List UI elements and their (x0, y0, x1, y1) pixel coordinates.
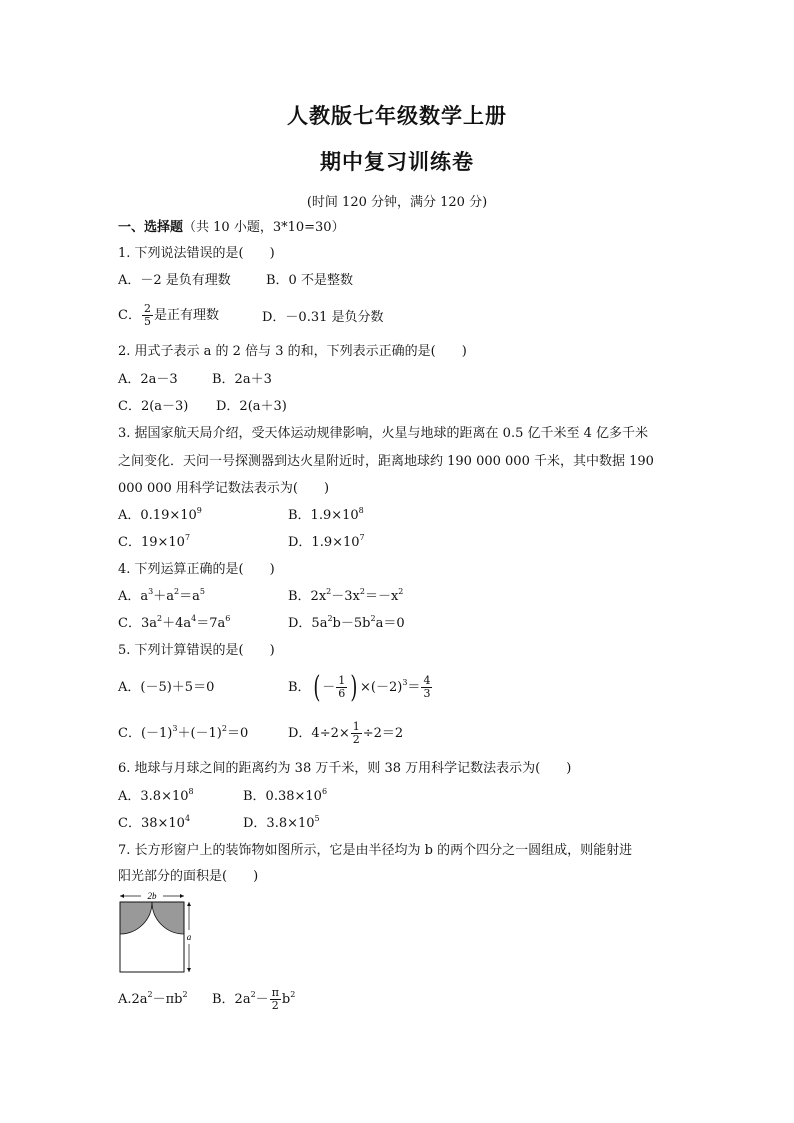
q6-a-exponent: 8 (188, 787, 194, 796)
q4-a-exp: 3 (148, 587, 154, 596)
question-6-stem: 6. 地球与月球之间的距离约为 38 万千米，则 38 万用科学记数法表示为( ) (118, 761, 572, 776)
q7-b-fraction (270, 987, 281, 1012)
top-dimension-label: 2b (147, 892, 157, 901)
q5-b-mid: ×(－2) (360, 680, 403, 695)
q6-option-d (243, 816, 320, 832)
q4-b-exp: 2 (359, 587, 365, 596)
q3-a-exponent: 9 (196, 506, 202, 515)
q5-d-part: ÷2＝2 (362, 726, 404, 741)
q6-c-exponent: 4 (184, 814, 191, 823)
q4-a-part: ＋a (153, 589, 174, 604)
q2-option-a: A．2a－3 (118, 372, 178, 387)
q6-option-c (118, 816, 190, 832)
q4-a-exp: 5 (199, 587, 205, 596)
exam-time-note: (时间 120 分钟，满分 120 分) (306, 195, 488, 210)
side-dimension-label: a (186, 932, 192, 942)
q6-option-a (118, 789, 194, 805)
q7-b-minus: － (255, 992, 269, 1007)
q4-option-a (118, 589, 205, 605)
question-1-stem: 1. 下列说法错误的是( ) (118, 246, 275, 261)
q4-d-part: D．5a (288, 616, 328, 631)
q7-b-numerator: π (271, 986, 279, 999)
q5-b-denominator: 6 (338, 687, 346, 700)
q3-c-base: C．19×10 (118, 535, 185, 550)
q5-b-label: B． (288, 680, 311, 695)
q3-d-base: D．1.9×10 (288, 535, 360, 550)
arrow-up-icon (187, 902, 191, 906)
q4-b-exp: 2 (326, 587, 332, 596)
q5-c-exp: 2 (221, 724, 227, 733)
q4-option-c (118, 616, 230, 632)
q5-b-fraction (336, 675, 347, 700)
q4-c-exp: 6 (225, 614, 231, 623)
question-7-line-1: 7. 长方形窗户上的装饰物如图所示，它是由半径均为 b 的两个四分之一圆组成，则能射进 (118, 843, 633, 858)
q1-c-numerator: 2 (143, 302, 151, 315)
q3-option-b (288, 508, 364, 524)
q4-b-part: B．2x (288, 589, 327, 604)
q7-a-exp: 2 (147, 990, 153, 999)
q3-d-exponent: 7 (359, 533, 365, 542)
q5-c-part: C．(－1) (118, 726, 173, 741)
q7-b-exp: 2 (290, 990, 296, 999)
section-heading (118, 220, 345, 236)
q4-a-part: A．a (118, 589, 149, 604)
question-4-stem: 4. 下列运算正确的是( ) (118, 562, 275, 577)
q5-b-result-fraction (421, 675, 432, 700)
q7-option-a (118, 992, 188, 1008)
q5-option-a: A．(－5)＋5＝0 (118, 680, 215, 695)
question-7-line-2: 阳光部分的面积是( ) (118, 869, 259, 884)
q4-d-exp: 2 (370, 614, 376, 623)
q5-option-d (288, 714, 403, 754)
q6-b-exponent: 6 (321, 787, 328, 796)
q1-c-fraction (142, 303, 153, 328)
q4-b-part: ＝－x (364, 589, 399, 604)
q5-b-equals: ＝ (407, 680, 421, 695)
q6-d-base: D．3.8×10 (243, 816, 315, 831)
right-paren: ) (350, 669, 358, 705)
q3-a-base: A．0.19×10 (118, 508, 197, 523)
left-paren: ( (312, 669, 320, 705)
question-3-line-3: 000 000 用科学记数法表示为( ) (118, 481, 330, 496)
left-quarter-circle (120, 902, 152, 934)
q4-b-part: －3x (331, 589, 360, 604)
q5-b-result-denominator: 3 (423, 687, 431, 700)
q5-b-exponent: 3 (402, 678, 408, 687)
q4-c-part: C．3a (118, 616, 157, 631)
q7-b-part: b (281, 992, 291, 1007)
arrow-down-icon (187, 968, 191, 972)
q5-d-numerator: 1 (352, 720, 360, 733)
window-figure (116, 892, 196, 978)
q3-c-exponent: 7 (184, 533, 191, 542)
q5-b-sign: － (322, 680, 336, 695)
q7-a-part: A.2a (118, 992, 148, 1007)
q4-option-d (288, 616, 405, 632)
q6-option-b (243, 789, 327, 805)
q7-option-b (212, 980, 295, 1020)
q7-b-part: B．2a (212, 992, 251, 1007)
q3-b-base: B．1.9×10 (288, 508, 359, 523)
q6-c-base: C．38×10 (118, 816, 185, 831)
q1-c-denominator: 5 (143, 315, 151, 328)
q2-option-c: C．2(a－3) (118, 399, 189, 414)
q5-option-c (118, 726, 248, 742)
q4-a-exp: 2 (174, 587, 180, 596)
q4-d-part: a＝0 (375, 616, 405, 631)
q7-a-exp: 2 (182, 990, 188, 999)
question-5-stem: 5. 下列计算错误的是( ) (118, 643, 275, 658)
arrow-left-icon (120, 894, 124, 898)
q4-c-part: ＋4a (162, 616, 192, 631)
q1-option-b: B．0 不是整数 (266, 273, 353, 288)
q5-d-denominator: 2 (352, 733, 360, 746)
q1-c-label: C． (118, 308, 141, 323)
q3-option-c (118, 535, 190, 551)
q7-b-denominator: 2 (271, 999, 279, 1012)
q4-option-b (288, 589, 403, 605)
exam-subtitle-title: 期中复习训练卷 (320, 149, 474, 174)
q4-d-part: b－5b (332, 616, 371, 631)
q5-d-part: D．4÷2× (288, 726, 350, 741)
section-note: （共 10 小题，3*10=30） (183, 220, 345, 235)
exam-title: 人教版七年级数学上册 (287, 103, 507, 128)
q7-b-exp: 2 (250, 990, 256, 999)
q5-c-exp: 3 (172, 724, 178, 733)
q1-option-c (118, 302, 219, 330)
q3-option-d (288, 535, 365, 551)
q4-b-exp: 2 (398, 587, 404, 596)
q2-option-b: B．2a＋3 (212, 372, 272, 387)
q1-c-rest: 是正有理数 (153, 308, 219, 323)
q4-c-part: ＝7a (196, 616, 226, 631)
q3-b-exponent: 8 (358, 506, 364, 515)
q6-b-base: B．0.38×10 (243, 789, 322, 804)
q4-c-exp: 2 (156, 614, 163, 623)
q2-option-d: D．2(a＋3) (216, 399, 287, 414)
q5-d-fraction (351, 721, 362, 746)
q1-option-d: D．－0.31 是负分数 (262, 310, 384, 325)
q5-c-part: ＋(－1) (177, 726, 222, 741)
question-2-stem: 2. 用式子表示 a 的 2 倍与 3 的和，下列表示正确的是( ) (118, 344, 467, 359)
q1-option-a: A．－2 是负有理数 (118, 273, 231, 288)
q6-a-base: A．3.8×10 (118, 789, 189, 804)
window-diagram (116, 892, 196, 974)
section-title: 一、选择题 (118, 220, 184, 235)
q3-option-a (118, 508, 202, 524)
q6-d-exponent: 5 (314, 814, 320, 823)
q7-a-part: －πb (152, 992, 183, 1007)
q4-c-exp: 4 (191, 614, 197, 623)
right-quarter-circle (152, 902, 184, 934)
q5-b-result-numerator: 4 (423, 674, 431, 687)
q4-a-part: ＝a (179, 589, 200, 604)
q5-b-numerator: 1 (338, 674, 346, 687)
q5-option-b (288, 668, 433, 708)
question-3-line-2: 之间变化．天问一号探测器到达火星附近时，距离地球约 190 000 000 千米，其中数据 190 (118, 454, 654, 469)
question-3-line-1: 3. 据国家航天局介绍，受天体运动规律影响，火星与地球的距离在 0.5 亿千米至 4 亿多千米 (118, 426, 649, 441)
q4-d-exp: 2 (327, 614, 333, 623)
arrow-right-icon (180, 894, 184, 898)
q5-c-part: ＝0 (226, 726, 249, 741)
